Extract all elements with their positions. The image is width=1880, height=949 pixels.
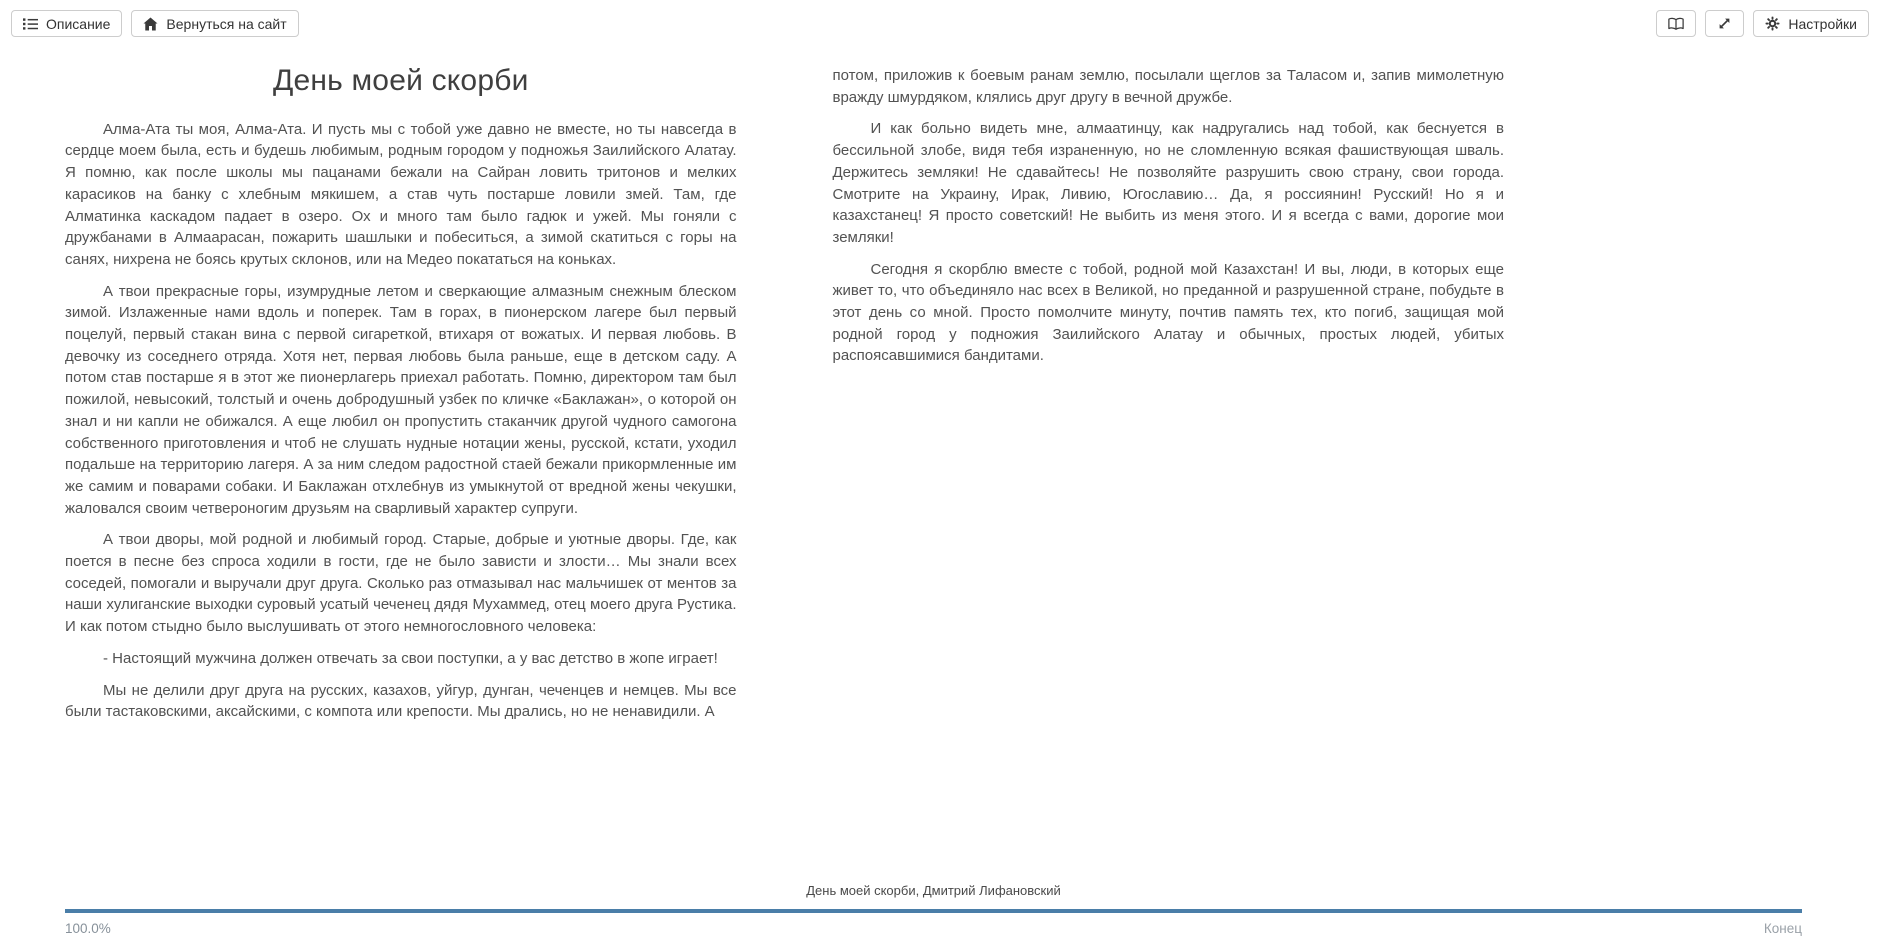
reader-footer	[65, 883, 1802, 937]
toolbar-right-group	[1656, 10, 1869, 37]
position-label: Конец	[1763, 921, 1802, 936]
back-to-site-button-label: Вернуться на сайт	[166, 15, 287, 32]
page-right-column	[833, 56, 1505, 733]
progress-bar-fill	[65, 909, 1802, 913]
chapter-title: День моей скорби	[272, 64, 529, 97]
settings-button-label: Настройки	[1788, 15, 1857, 32]
paragraph: Сегодня я скорблю вместе с тобой, родной мой Казахстан! И вы, люди, в которых еще живет то, что объединяло нас всех в Великой, но преданной и разрушенной стране, побудьте в этот день со мной. Просто помолчите минуту, почтив память тех, кто погиб, защищая мой родной город у подножия Заилийского Алатау и обычных, простых людей, убитых распоясавшимися бандитами.	[832, 260, 1504, 365]
fullscreen-button[interactable]	[1705, 10, 1744, 37]
progress-percent: 100.0%	[65, 921, 111, 936]
description-button-label: Описание	[46, 15, 111, 32]
back-to-site-button[interactable]	[131, 10, 298, 37]
left-column-text	[65, 119, 737, 723]
book-icon	[1668, 17, 1684, 31]
page-left-column	[65, 56, 737, 733]
paragraph: Мы не делили друг друга на русских, казахов, уйгур, дунган, чеченцев и немцев. Мы все были тастаковскими, аксайскими, с компота или крепости. Мы дрались, но не ненавидили. А	[65, 681, 737, 721]
book-caption: День моей скорби, Дмитрий Лифановский	[806, 883, 1061, 898]
paragraph: - Настоящий мужчина должен отвечать за свои поступки, а у вас детство в жопе играет!	[103, 649, 718, 667]
status-row	[65, 921, 1802, 937]
list-icon	[23, 17, 38, 31]
book-spread	[65, 56, 1504, 733]
description-button[interactable]	[11, 10, 122, 37]
paragraph: А твои прекрасные горы, изумрудные летом и сверкающие алмазным снежным блеском зимой. Излаженные нами вдоль и поперек. Там в горах, в пионерском лагере был первый поцелуй, первый стакан вина с первой сигареткой, втихаря от вожатых. И первая любовь. В девочку из соседнего отряда. Хотя нет, первая любовь была раньше, еще в детском саду. А потом став постарше я в этот же пионерлагерь приехал работать. Помню, директором там был пожилой, невысокий, толстый и очень добродушный узбек по кличке «Баклажан», о которой он знал и ни капли не обижался. А еще любил он пропустить стаканчик другой чудного самогона собственного приготовления и чтоб не слушать нудные нотации жены, русской, кстати, уходил подальше на территорию лагеря. А за ним следом радостной стаей бежали прикормленные им же самим и поварами собаки. И Баклажан отхлебнув из умыкнутой от вредной жены чекушки, жаловался своим четвероногим друзьям на сварливый характер супруги.	[65, 282, 737, 517]
toolbar	[11, 10, 1869, 37]
home-icon	[143, 17, 158, 31]
toc-book-button[interactable]	[1656, 10, 1696, 37]
paragraph: И как больно видеть мне, алмаатинцу, как надругались над тобой, как беснуется в бессильной злобе, видя тебя израненную, но не сломленную всякая фашиствующая шваль. Держитесь земляки! Не сдавайтесь! Не позволяйте разрушить свою страну, свои города. Смотрите на Украину, Ирак, Ливию, Югославию… Да, я россиянин! Русский! Но я и казахстанец! Я просто советский! Не выбить из меня этого. И я всегда с вами, дорогие мои земляки!	[832, 120, 1504, 246]
gear-icon	[1765, 16, 1780, 31]
toolbar-left-group	[11, 10, 299, 37]
progress-bar[interactable]	[65, 909, 1802, 913]
paragraph: А твои дворы, мой родной и любимый город. Старые, добрые и уютные дворы. Где, как поется в песне без спроса ходили в гости, где не было зависти и злости… Мы знали всех соседей, помогали и выручали друг друга. Сколько раз отмазывал нас мальчишек от ментов за наши хулиганские выходки суровый усатый чеченец дядя Мухаммед, отец моего друга Рустика. И как потом стыдно было выслушивать от этого немногословного человека:	[65, 531, 737, 636]
expand-arrows-icon	[1717, 16, 1732, 31]
right-column-text	[833, 65, 1505, 367]
paragraph: Алма-Ата ты моя, Алма-Ата. И пусть мы с тобой уже давно не вместе, но ты навсегда в сердце моем была, есть и будешь любимым, родным городом у подножья Заилийского Алатау. Я помню, как после школы мы пацанами бежали на Сайран ловить тритонов и мелких карасиков на банку с хлебным мякишем, а став чуть постарше ловили змей. Там, где Алматинка каскадом падает в озеро. Ох и много там было гадюк и ужей. Мы гоняли с дружбанами в Алмаарасан, пожарить шашлыки и побеситься, а зимой скатиться с горы на санях, нихрена не боясь крутых склонов, или на Медео покататься на коньках.	[65, 120, 737, 268]
paragraph: потом, приложив к боевым ранам землю, посылали щеглов за Таласом и, запив мимолетную вражду шмурдяком, клялись друг другу в вечной дружбе.	[832, 67, 1504, 106]
settings-button[interactable]	[1753, 10, 1869, 37]
